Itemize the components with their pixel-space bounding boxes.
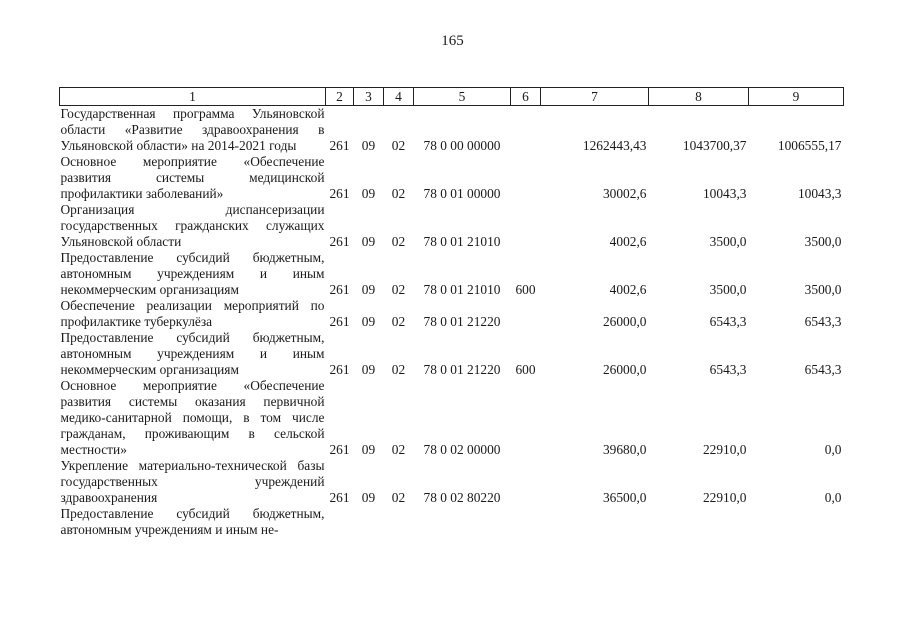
cell-ministry-code: 261 <box>329 362 350 377</box>
cell-amount-col8: 6543,3 <box>709 314 747 329</box>
cell-ministry-code: 261 <box>329 282 350 297</box>
header-col-2: 2 <box>326 88 354 106</box>
cell-ministry-code: 261 <box>329 490 350 505</box>
cell-section <box>354 506 384 538</box>
budget-table <box>59 87 844 538</box>
header-col-9: 9 <box>749 88 844 106</box>
row-name: Предоставление субсидий бюджетным, автономным учреждениям и иным не- <box>60 506 325 537</box>
cell-amount-col9: 6543,3 <box>804 362 842 377</box>
cell-target-article: 78 0 01 00000 <box>423 186 501 201</box>
cell-amount-col7: 1262443,43 <box>582 138 647 153</box>
table-row <box>60 202 844 250</box>
header-col-1: 1 <box>60 88 326 106</box>
row-name: Основное мероприятие «Обеспечение развития системы оказания первичной медико-санитарной помощи, в том числе гражданам, проживающим в сельской местности» <box>60 378 325 457</box>
cell-subsection: 02 <box>391 442 406 457</box>
cell-section: 09 <box>361 186 376 201</box>
table-header-row <box>60 88 844 106</box>
table-row <box>60 298 844 330</box>
table-row <box>60 330 844 378</box>
cell-target-article <box>414 506 511 538</box>
cell-amount-col9: 3500,0 <box>804 282 842 297</box>
cell-subsection: 02 <box>391 186 406 201</box>
table-row <box>60 250 844 298</box>
cell-amount-col9: 6543,3 <box>804 314 842 329</box>
cell-amount-col7: 26000,0 <box>602 314 647 329</box>
cell-expense-type: 600 <box>515 282 536 297</box>
cell-target-article: 78 0 00 00000 <box>423 138 501 153</box>
cell-ministry-code: 261 <box>329 138 350 153</box>
row-name: Укрепление материально-технической базы государственных учреждений здравоохранения <box>60 458 325 505</box>
cell-amount-col8: 1043700,37 <box>682 138 747 153</box>
cell-amount-col8: 3500,0 <box>709 234 747 249</box>
cell-amount-col8: 10043,3 <box>702 186 747 201</box>
cell-section: 09 <box>361 138 376 153</box>
cell-section: 09 <box>361 490 376 505</box>
row-name: Организация диспансеризации государственных гражданских служащих Ульяновской области <box>60 202 325 249</box>
cell-section: 09 <box>361 282 376 297</box>
header-col-8: 8 <box>649 88 749 106</box>
row-name: Обеспечение реализации мероприятий по профилактике туберкулёза <box>60 298 325 329</box>
cell-expense-type <box>511 298 541 330</box>
table-row <box>60 106 844 155</box>
cell-expense-type <box>511 378 541 458</box>
cell-section: 09 <box>361 442 376 457</box>
cell-ministry-code <box>326 506 354 538</box>
row-name: Предоставление субсидий бюджетным, автономным учреждениям и иным некоммерческим организациям <box>60 330 325 377</box>
cell-subsection: 02 <box>391 314 406 329</box>
cell-amount-col9: 1006555,17 <box>777 138 842 153</box>
cell-amount-col7: 4002,6 <box>609 234 647 249</box>
cell-amount-col8: 22910,0 <box>702 490 747 505</box>
cell-amount-col8: 3500,0 <box>709 282 747 297</box>
cell-amount-col8 <box>649 506 749 538</box>
cell-amount-col7: 4002,6 <box>609 282 647 297</box>
cell-amount-col9: 10043,3 <box>797 186 842 201</box>
cell-amount-col9 <box>749 506 844 538</box>
cell-ministry-code: 261 <box>329 442 350 457</box>
cell-expense-type <box>511 106 541 155</box>
table-row <box>60 154 844 202</box>
cell-expense-type: 600 <box>515 362 536 377</box>
cell-amount-col8: 22910,0 <box>702 442 747 457</box>
cell-expense-type <box>511 506 541 538</box>
header-col-5: 5 <box>414 88 511 106</box>
cell-expense-type <box>511 154 541 202</box>
cell-target-article: 78 0 01 21010 <box>423 282 501 297</box>
header-col-3: 3 <box>354 88 384 106</box>
cell-ministry-code: 261 <box>329 186 350 201</box>
cell-amount-col8: 6543,3 <box>709 362 747 377</box>
cell-subsection: 02 <box>391 234 406 249</box>
cell-section: 09 <box>361 314 376 329</box>
table-row <box>60 378 844 458</box>
cell-target-article: 78 0 01 21010 <box>423 234 501 249</box>
cell-amount-col7: 39680,0 <box>602 442 647 457</box>
cell-target-article: 78 0 01 21220 <box>423 314 501 329</box>
cell-section: 09 <box>361 234 376 249</box>
cell-section: 09 <box>361 362 376 377</box>
cell-ministry-code: 261 <box>329 234 350 249</box>
page-number: 165 <box>441 33 464 49</box>
header-col-4: 4 <box>384 88 414 106</box>
cell-subsection: 02 <box>391 362 406 377</box>
cell-target-article: 78 0 02 00000 <box>423 442 501 457</box>
cell-amount-col9: 0,0 <box>824 442 842 457</box>
cell-subsection: 02 <box>391 138 406 153</box>
row-name: Основное мероприятие «Обеспечение развития системы медицинской профилактики заболеваний» <box>60 154 325 201</box>
cell-expense-type <box>511 202 541 250</box>
table-row <box>60 506 844 538</box>
cell-amount-col7: 26000,0 <box>602 362 647 377</box>
cell-target-article: 78 0 01 21220 <box>423 362 501 377</box>
cell-ministry-code: 261 <box>329 314 350 329</box>
row-name: Государственная программа Ульяновской области «Развитие здравоохранения в Ульяновской области» на 2014-2021 годы <box>60 106 325 153</box>
row-name: Предоставление субсидий бюджетным, автономным учреждениям и иным некоммерческим организациям <box>60 250 325 297</box>
cell-subsection: 02 <box>391 282 406 297</box>
cell-amount-col7: 30002,6 <box>602 186 647 201</box>
header-col-7: 7 <box>541 88 649 106</box>
cell-amount-col7 <box>541 506 649 538</box>
header-col-6: 6 <box>511 88 541 106</box>
cell-expense-type <box>511 458 541 506</box>
cell-amount-col9: 3500,0 <box>804 234 842 249</box>
table-row <box>60 458 844 506</box>
cell-amount-col7: 36500,0 <box>602 490 647 505</box>
cell-subsection: 02 <box>391 490 406 505</box>
cell-target-article: 78 0 02 80220 <box>423 490 501 505</box>
cell-subsection <box>384 506 414 538</box>
cell-amount-col9: 0,0 <box>824 490 842 505</box>
